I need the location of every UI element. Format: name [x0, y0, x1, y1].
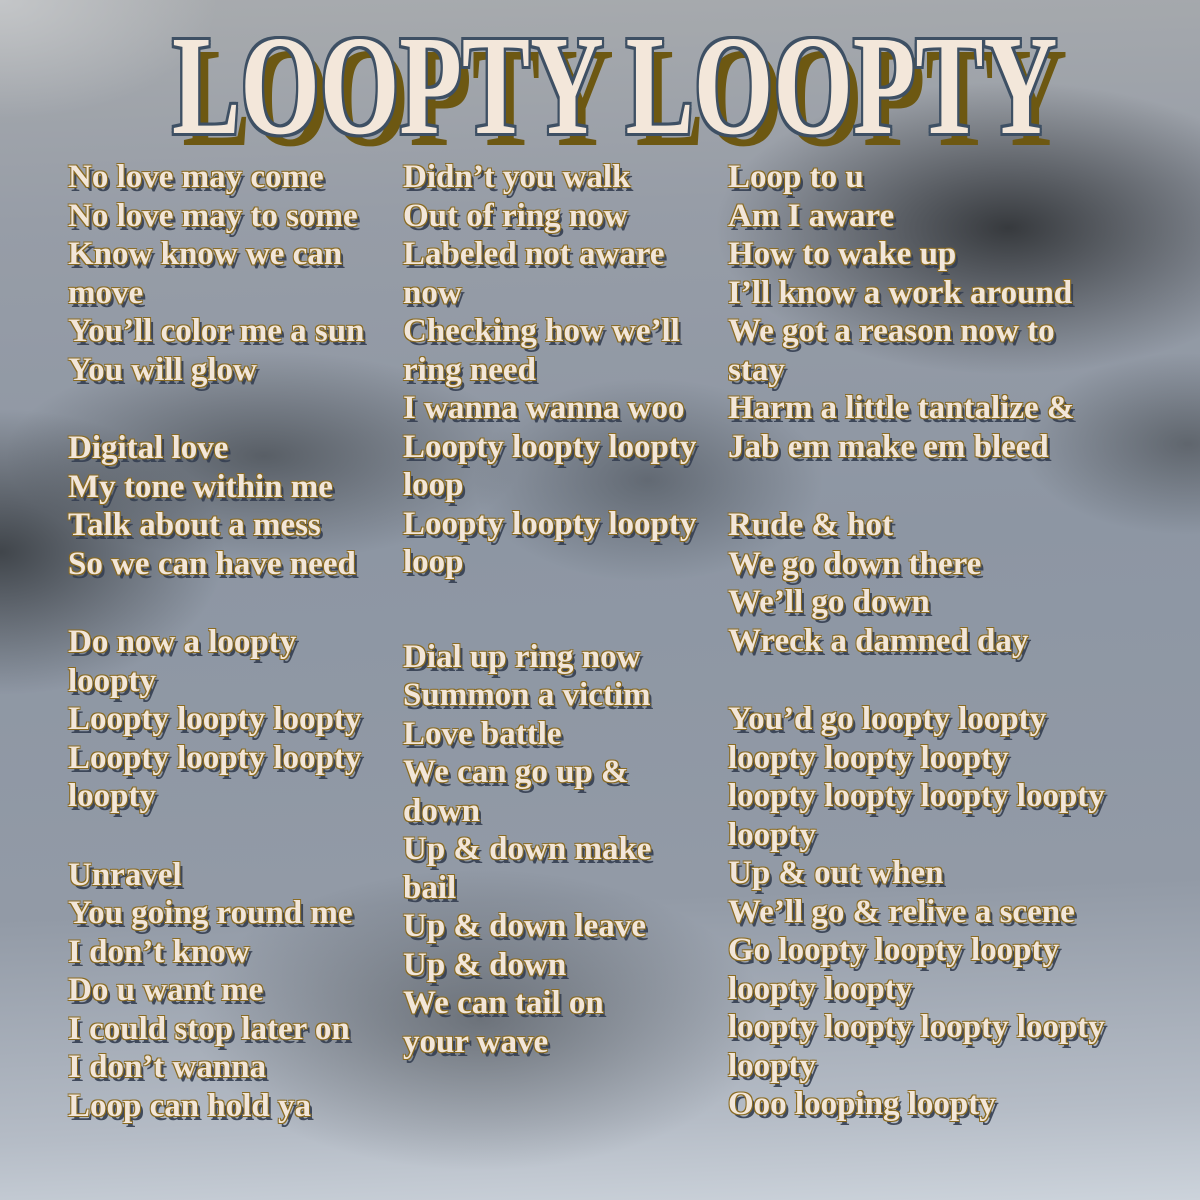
lyric-line: loopty: [728, 816, 817, 853]
lyric-line: We’ll go down: [728, 584, 930, 620]
lyric-line: now: [403, 274, 462, 311]
lyric-line: We go down there: [728, 545, 982, 582]
lyric-line: Labeled not aware: [403, 236, 665, 272]
poster-title-text: LOOPTY LOOPTY: [172, 6, 1058, 164]
lyric-line: We can tail on: [403, 985, 604, 1021]
lyric-line: move: [68, 274, 144, 311]
lyric-line: ring need: [403, 351, 536, 388]
lyric-line: My tone within me: [68, 468, 333, 505]
lyric-line: Wreck a damned day: [728, 622, 1029, 659]
lyric-line: I wanna wanna woo: [403, 390, 685, 426]
lyric-line: loopty loopty loopty loopty: [728, 778, 1105, 814]
stanza-2-2: [403, 638, 728, 1062]
lyric-line: down: [403, 792, 481, 829]
lyric-line: Dial up ring now: [403, 638, 641, 675]
lyric-line: So we can have need: [68, 545, 356, 582]
stanza-1-1: [68, 158, 403, 389]
lyric-line: We got a reason now to: [728, 313, 1055, 349]
lyric-line: Up & out when: [728, 855, 944, 891]
lyric-line: I don’t wanna: [68, 1049, 267, 1085]
lyric-line: Didn’t you walk: [403, 159, 631, 195]
lyric-line: Go loopty loopty loopty: [728, 932, 1059, 968]
lyric-line: We can go up &: [403, 754, 629, 790]
lyric-line: No love may come: [68, 159, 324, 195]
lyric-line: Loop can hold ya: [68, 1087, 311, 1124]
stanza-3-2: [728, 506, 1132, 660]
lyric-line: Talk about a mess: [68, 507, 321, 543]
lyric-line: Harm a little tantalize &: [728, 390, 1075, 426]
lyric-line: Loop to u: [728, 159, 864, 195]
lyric-line: Unravel: [68, 856, 182, 893]
lyric-line: Loopty loopty loopty: [403, 505, 697, 542]
lyric-line: loop: [403, 544, 464, 580]
stanza-1-3: [68, 623, 403, 816]
lyric-line: loopty: [68, 662, 157, 699]
stanza-2-1: [403, 158, 728, 582]
lyrics-columns: [0, 158, 1200, 1125]
lyric-line: Know know we can: [68, 236, 343, 272]
lyric-line: loopty loopty loopty loopty: [728, 1009, 1105, 1045]
lyric-line: Rude & hot: [728, 507, 894, 543]
lyric-line: Digital love: [68, 430, 229, 466]
lyric-line: loop: [403, 467, 464, 503]
lyric-line: Loopty loopty loopty: [68, 701, 362, 737]
lyric-line: You going round me: [68, 895, 353, 931]
lyric-line: Loopty loopty loopty: [403, 428, 697, 465]
lyric-line: You’d go loopty loopty: [728, 701, 1047, 737]
lyric-line: No love may to some: [68, 197, 358, 234]
lyric-line: Love battle: [403, 715, 562, 752]
stanza-3-3: [728, 700, 1132, 1124]
lyric-line: Do u want me: [68, 972, 264, 1008]
lyric-line: I don’t know: [68, 933, 250, 970]
lyrics-column-2: [403, 158, 728, 1125]
lyric-line: You will glow: [68, 351, 257, 388]
lyric-line: loopty loopty: [728, 970, 913, 1007]
stanza-1-2: [68, 429, 403, 583]
stanza-3-1: [728, 158, 1132, 466]
lyric-line: We’ll go & relive a scene: [728, 893, 1075, 930]
lyric-line: I’ll know a work around: [728, 274, 1073, 311]
lyric-line: loopty: [68, 778, 157, 814]
lyrics-column-1: [68, 158, 403, 1125]
lyric-line: You’ll color me a sun: [68, 313, 365, 349]
lyric-line: loopty loopty loopty: [728, 739, 1009, 776]
lyric-line: loopty: [728, 1047, 817, 1084]
lyric-line: Out of ring now: [403, 197, 628, 234]
lyric-line: Ooo looping loopty: [728, 1086, 996, 1122]
lyric-line: Am I aware: [728, 197, 895, 234]
lyric-line: your wave: [403, 1023, 549, 1060]
lyric-line: Up & down: [403, 946, 567, 983]
lyric-line: Checking how we’ll: [403, 313, 680, 349]
lyric-line: Loopty loopty loopty: [68, 739, 362, 776]
lyrics-column-3: [728, 158, 1132, 1125]
lyric-line: Summon a victim: [403, 677, 651, 713]
lyric-line: stay: [728, 351, 785, 388]
lyric-line: Do now a loopty: [68, 624, 297, 660]
lyric-line: I could stop later on: [68, 1010, 350, 1047]
lyric-line: Up & down make: [403, 831, 652, 867]
stanza-1-4: [68, 856, 403, 1126]
lyric-line: How to wake up: [728, 236, 957, 272]
lyric-line: Up & down leave: [403, 908, 646, 944]
poster-title: [0, 0, 1200, 164]
lyric-line: Jab em make em bleed: [728, 428, 1049, 465]
lyric-line: bail: [403, 869, 457, 906]
